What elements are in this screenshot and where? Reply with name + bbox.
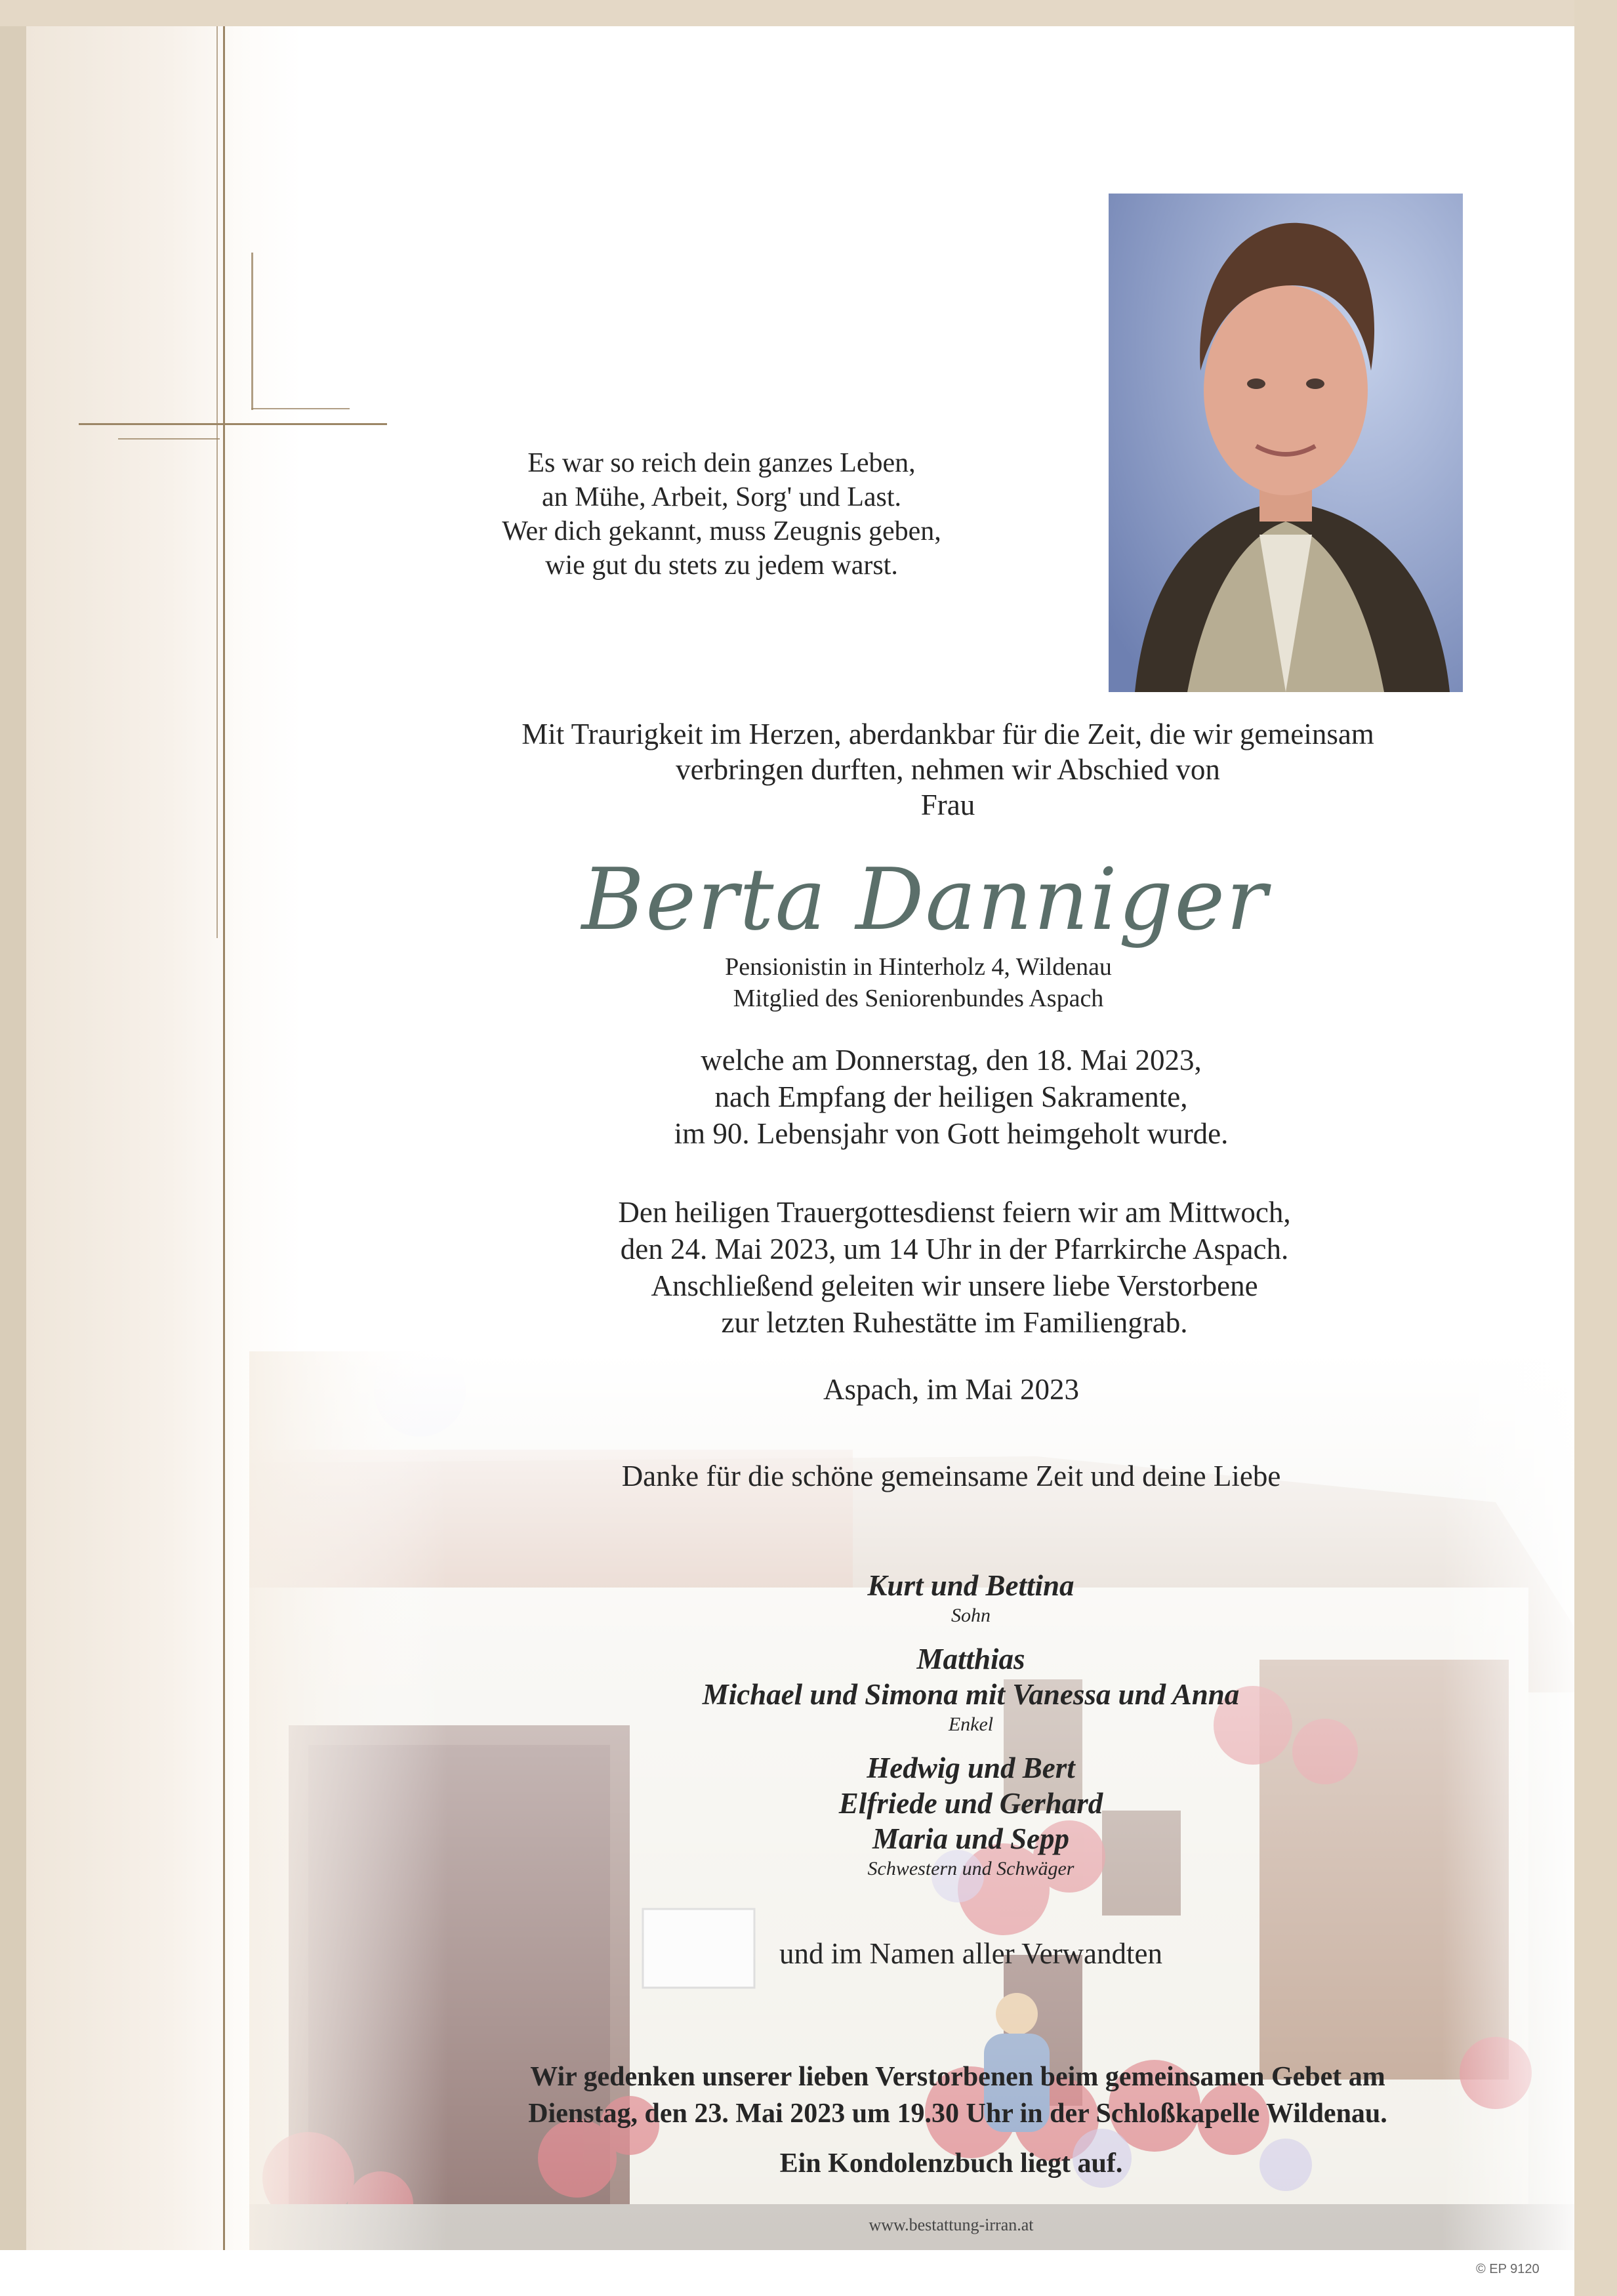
occupation-line: Pensionistin in Hinterholz 4, Wildenau: [725, 953, 1112, 981]
death-notice: [525, 1042, 1378, 1152]
intro-line: Frau: [920, 789, 975, 821]
cross-horizontal-line: [79, 423, 387, 425]
mourner-name: Hedwig und Bert: [867, 1752, 1075, 1784]
top-frame: [0, 0, 1617, 26]
membership-line: Mitglied des Seniorenbundes Aspach: [733, 985, 1104, 1012]
mourner-group-grandchildren: [577, 1641, 1364, 1737]
death-line: im 90. Lebensjahr von Gott heimgeholt wurde.: [674, 1117, 1229, 1150]
portrait-photo: [1109, 194, 1463, 692]
prayer-line: Dienstag, den 23. Mai 2023 um 19.30 Uhr in der Schloßkapelle Wildenau.: [528, 2099, 1387, 2129]
mourner-relation: Enkel: [948, 1713, 994, 1735]
intro-line: verbringen durften, nehmen wir Abschied von: [676, 753, 1220, 786]
service-line: Anschließend geleiten wir unsere liebe Verstorbene: [651, 1269, 1258, 1302]
prayer-line: Wir gedenken unserer lieben Verstorbenen beim gemeinsamen Gebet am: [530, 2062, 1385, 2092]
mourners-list: [577, 1568, 1364, 1895]
intro-line: Mit Traurigkeit im Herzen, aberdankbar für die Zeit, die wir gemeinsam: [522, 718, 1374, 750]
poem-line: Wer dich gekannt, muss Zeugnis geben,: [502, 516, 941, 546]
deceased-name: Berta Danniger: [581, 850, 1269, 949]
cross-horizontal-line-left: [118, 438, 220, 440]
mourner-name: Maria und Sepp: [872, 1822, 1070, 1855]
condolence-book: Ein Kondolenzbuch liegt auf.: [779, 2148, 1123, 2179]
service-line: zur letzten Ruhestätte im Familiengrab.: [721, 1306, 1188, 1339]
mourner-name: Kurt und Bettina: [867, 1569, 1075, 1602]
death-line: welche am Donnerstag, den 18. Mai 2023,: [701, 1044, 1202, 1076]
funeral-service: [512, 1194, 1397, 1341]
mourner-group-son: [577, 1568, 1364, 1628]
cross-vertical-line-upper: [251, 253, 253, 410]
cross-horizontal-line-upper: [251, 408, 350, 409]
poem: [420, 446, 1023, 583]
mourner-relation: Schwestern und Schwäger: [867, 1858, 1075, 1879]
service-line: den 24. Mai 2023, um 14 Uhr in der Pfarrkirche Aspach.: [620, 1233, 1289, 1265]
copyright-mark: © EP 9120: [1476, 2262, 1540, 2276]
relatives-line: und im Namen aller Verwandten: [779, 1937, 1162, 1970]
poem-line: an Mühe, Arbeit, Sorg' und Last.: [541, 482, 902, 512]
intro-text: [420, 716, 1476, 823]
right-frame: [1574, 0, 1617, 2296]
prayer-notice: [420, 2059, 1496, 2132]
death-line: nach Empfang der heiligen Sakramente,: [714, 1080, 1188, 1113]
mourner-name: Michael und Simona mit Vanessa und Anna: [702, 1678, 1240, 1711]
poem-line: Es war so reich dein ganzes Leben,: [527, 448, 916, 478]
mourner-group-siblings: [577, 1750, 1364, 1881]
cross-vertical-line-short: [216, 26, 218, 938]
poem-line: wie gut du stets zu jedem warst.: [545, 550, 898, 581]
mourner-name: Elfriede und Gerhard: [838, 1787, 1103, 1820]
deceased-info: [590, 951, 1246, 1014]
mourner-relation: Sohn: [951, 1605, 991, 1626]
cross-vertical-line: [223, 26, 225, 2250]
service-line: Den heiligen Trauergottesdienst feiern wir am Mittwoch,: [618, 1196, 1291, 1229]
place-date: Aspach, im Mai 2023: [823, 1373, 1079, 1406]
mourner-name: Matthias: [916, 1643, 1025, 1675]
bottom-margin: [0, 2250, 1617, 2296]
website-link[interactable]: www.bestattung-irran.at: [869, 2215, 1034, 2234]
parte-sheet: [26, 26, 1574, 2250]
thanks-line: Danke für die schöne gemeinsame Zeit und deine Liebe: [621, 1460, 1281, 1492]
